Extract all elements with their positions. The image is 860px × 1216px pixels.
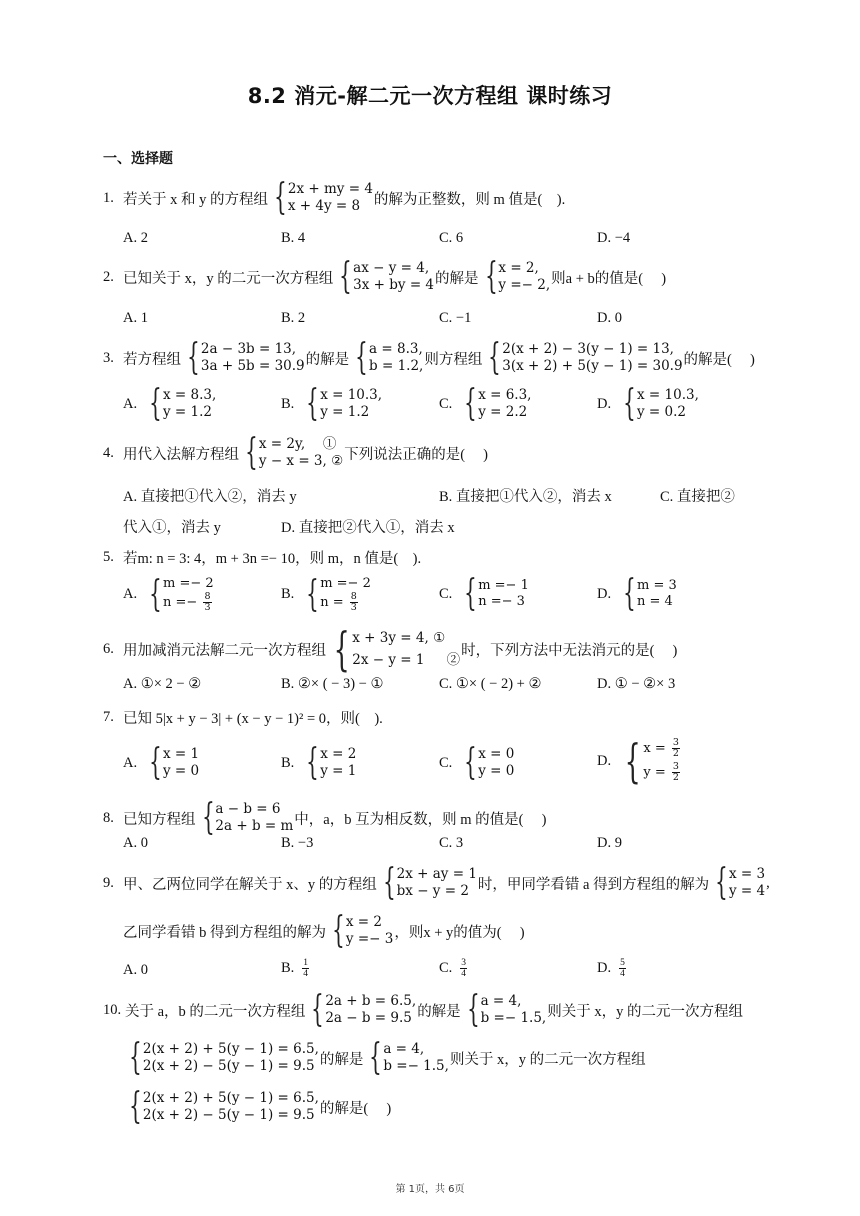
option-d[interactable]: D. { x = $\frac{3}{2}$ y = $\frac{3}{2}$ — [597, 734, 679, 788]
question-text: 时，下列方法中无法消元的是( ) — [461, 642, 678, 659]
question-number: 8. — [103, 809, 114, 826]
section-heading: 一、选择题 — [103, 151, 173, 167]
option-b[interactable]: B. ②× ( − 3) − ① — [281, 676, 384, 692]
question-10 — [103, 989, 743, 1030]
equation-system: { 2(x + 2) + 5(y − 1) = 6.5, 2(x + 2) − 5(y − 1) = 9.5 — [129, 1086, 319, 1127]
question-text: 则a + b的值是( ) — [551, 270, 667, 287]
option-c[interactable]: C. −1 — [439, 310, 472, 326]
page-title: 8.2 消元-解二元一次方程组 课时练习 — [247, 84, 613, 108]
option-d[interactable]: D. { m = 3 n = 4 — [597, 573, 677, 614]
question-text: 则关于 x，y 的二元一次方程组 — [547, 1003, 743, 1020]
question-text: , — [766, 874, 770, 891]
option-b[interactable]: B. −3 — [281, 835, 314, 851]
option-a[interactable]: A. { m =− 2 n =− $\frac{8}{3}$ — [123, 573, 214, 615]
equation-system: { 2a − 3b = 13, 3a + 5b = 30.9 — [187, 337, 305, 378]
equation-system: { a = 4, b =− 1.5, — [466, 989, 547, 1030]
option-b[interactable]: B. $\frac{1}{4}$ — [281, 958, 309, 979]
question-text: 已知 5|x + y − 3| + (x − y − 1)² = 0，则( ). — [123, 711, 383, 727]
option-a[interactable]: A. { x = 8.3, y = 1.2 — [123, 383, 217, 424]
question-number: 1. — [103, 189, 114, 206]
option-c[interactable]: C. 直接把② — [660, 489, 735, 505]
option-d[interactable]: D. 9 — [597, 835, 622, 851]
option-a[interactable]: A. 2 — [123, 230, 148, 246]
equation-system: { a = 8.3, b = 1.2, — [355, 337, 424, 378]
option-c[interactable]: C. ①× ( − 2) + ② — [439, 676, 542, 692]
option-c[interactable]: C. { m =− 1 n =− 3 — [439, 573, 529, 614]
option-b[interactable]: B. 4 — [281, 230, 306, 246]
question-text: 中，a，b 互为相反数，则 m 的值是( ) — [294, 811, 547, 828]
equation-system: { x = 2, y =− 2, — [484, 256, 551, 297]
question-10-line-2 — [123, 1037, 646, 1078]
question-4 — [103, 432, 489, 473]
page-footer: 第 1页，共 6页 — [395, 1184, 465, 1195]
option-a[interactable]: A. ①× 2 − ② — [123, 676, 202, 692]
question-number: 5. — [103, 549, 114, 565]
equation-system: { 2a + b = 6.5, 2a − b = 9.5 — [311, 989, 417, 1030]
equation-system: { 2(x + 2) − 3(y − 1) = 13, 3(x + 2) + 5(y − 1) = 30.9 — [488, 337, 683, 378]
option-c-continued: 代入①，消去 y — [123, 520, 221, 536]
question-number: 3. — [103, 349, 114, 366]
question-text: 已知关于 x，y 的二元一次方程组 — [123, 270, 334, 287]
question-text: 的解是 — [435, 270, 479, 287]
question-9 — [103, 862, 770, 903]
question-number: 9. — [103, 874, 114, 891]
equation-system: { x = 2 y =− 3 — [332, 910, 394, 951]
question-text: 的解是 — [417, 1003, 461, 1020]
question-number: 4. — [103, 444, 114, 461]
question-2 — [103, 256, 667, 297]
question-text: 乙同学看错 b 得到方程组的解为 — [123, 924, 326, 941]
question-text: 已知方程组 — [123, 811, 196, 828]
option-c[interactable]: C. $\frac{3}{4}$ — [439, 958, 467, 979]
question-10-line-3 — [123, 1086, 392, 1127]
question-text: 的解为正整数，则 m 值是( ). — [373, 191, 566, 208]
option-b[interactable]: B. { m =− 2 n = $\frac{8}{3}$ — [281, 573, 371, 615]
question-text: 的解是( ) — [319, 1100, 392, 1117]
question-number: 6. — [103, 640, 114, 657]
option-b[interactable]: B. 2 — [281, 310, 306, 326]
question-text: 用加减消元法解二元一次方程组 — [123, 642, 326, 659]
question-text: ，则x + y的值为( ) — [394, 924, 525, 941]
question-text: 若关于 x 和 y 的方程组 — [123, 191, 268, 208]
option-a[interactable]: A. { x = 1 y = 0 — [123, 742, 200, 783]
option-d[interactable]: D. ① − ②× 3 — [597, 676, 676, 692]
question-5 — [103, 547, 421, 568]
question-text: 的解是 — [305, 351, 350, 368]
equation-system: { x = 2y, ① y − x = 3, ② — [245, 432, 344, 473]
question-7 — [103, 707, 383, 728]
option-a[interactable]: A. 直接把①代入②，消去 y — [123, 489, 297, 505]
question-text: 时，甲同学看错 a 得到方程组的解为 — [477, 876, 710, 893]
question-8 — [103, 797, 547, 838]
question-text: 则方程组 — [424, 351, 483, 368]
option-b[interactable]: B. 直接把①代入②，消去 x — [439, 489, 612, 505]
question-text: 若方程组 — [123, 351, 181, 368]
equation-system: { 2x + ay = 1 bx − y = 2 — [382, 862, 477, 903]
question-number: 2. — [103, 268, 114, 285]
option-a[interactable]: A. 0 — [123, 835, 148, 851]
question-text: 的解是 — [319, 1051, 364, 1068]
question-text: 的解是( ) — [683, 351, 755, 368]
option-c[interactable]: C. 6 — [439, 230, 464, 246]
option-d[interactable]: D. $\frac{5}{4}$ — [597, 958, 625, 979]
question-1 — [103, 177, 566, 218]
question-6 — [103, 622, 678, 676]
equation-system: { x + 3y = 4, ① 2x − y = 1 ② — [333, 622, 461, 676]
option-d[interactable]: D. −4 — [597, 230, 631, 246]
option-c[interactable]: C. { x = 6.3, y = 2.2 — [439, 383, 532, 424]
option-d[interactable]: D. 直接把②代入①，消去 x — [281, 520, 455, 536]
equation-system: { x = 3 y = 4 — [715, 862, 766, 903]
question-text: 关于 a，b 的二元一次方程组 — [125, 1003, 306, 1020]
question-9-line-2 — [123, 910, 525, 951]
option-b[interactable]: B. { x = 10.3, y = 1.2 — [281, 383, 383, 424]
question-3 — [103, 337, 755, 378]
question-text: 甲、乙两位同学在解关于 x、y 的方程组 — [123, 876, 377, 893]
equation-system: { ax − y = 4, 3x + by = 4 — [339, 256, 435, 297]
option-c[interactable]: C. 3 — [439, 835, 464, 851]
option-c[interactable]: C. { x = 0 y = 0 — [439, 742, 515, 783]
equation-system: { 2(x + 2) + 5(y − 1) = 6.5, 2(x + 2) − 5(y − 1) = 9.5 — [129, 1037, 319, 1078]
equation-system: { 2x + my = 4 x + 4y = 8 — [274, 177, 373, 218]
option-b[interactable]: B. { x = 2 y = 1 — [281, 742, 357, 783]
question-number: 10. — [103, 1001, 122, 1018]
equation-system: { a = 4, b =− 1.5, — [369, 1037, 449, 1078]
question-number: 7. — [103, 709, 114, 725]
option-d[interactable]: D. 0 — [597, 310, 622, 326]
option-d[interactable]: D. { x = 10.3, y = 0.2 — [597, 383, 699, 424]
equation-system: { a − b = 6 2a + b = m — [201, 797, 294, 838]
question-text: 则关于 x，y 的二元一次方程组 — [449, 1051, 646, 1068]
option-a[interactable]: A. 1 — [123, 310, 148, 326]
question-text: 用代入法解方程组 — [123, 446, 239, 463]
option-a[interactable]: A. 0 — [123, 962, 148, 978]
question-text: 若m: n = 3: 4，m + 3n =− 10，则 m，n 值是( ). — [123, 551, 422, 567]
question-text: 下列说法正确的是( ) — [344, 446, 489, 463]
